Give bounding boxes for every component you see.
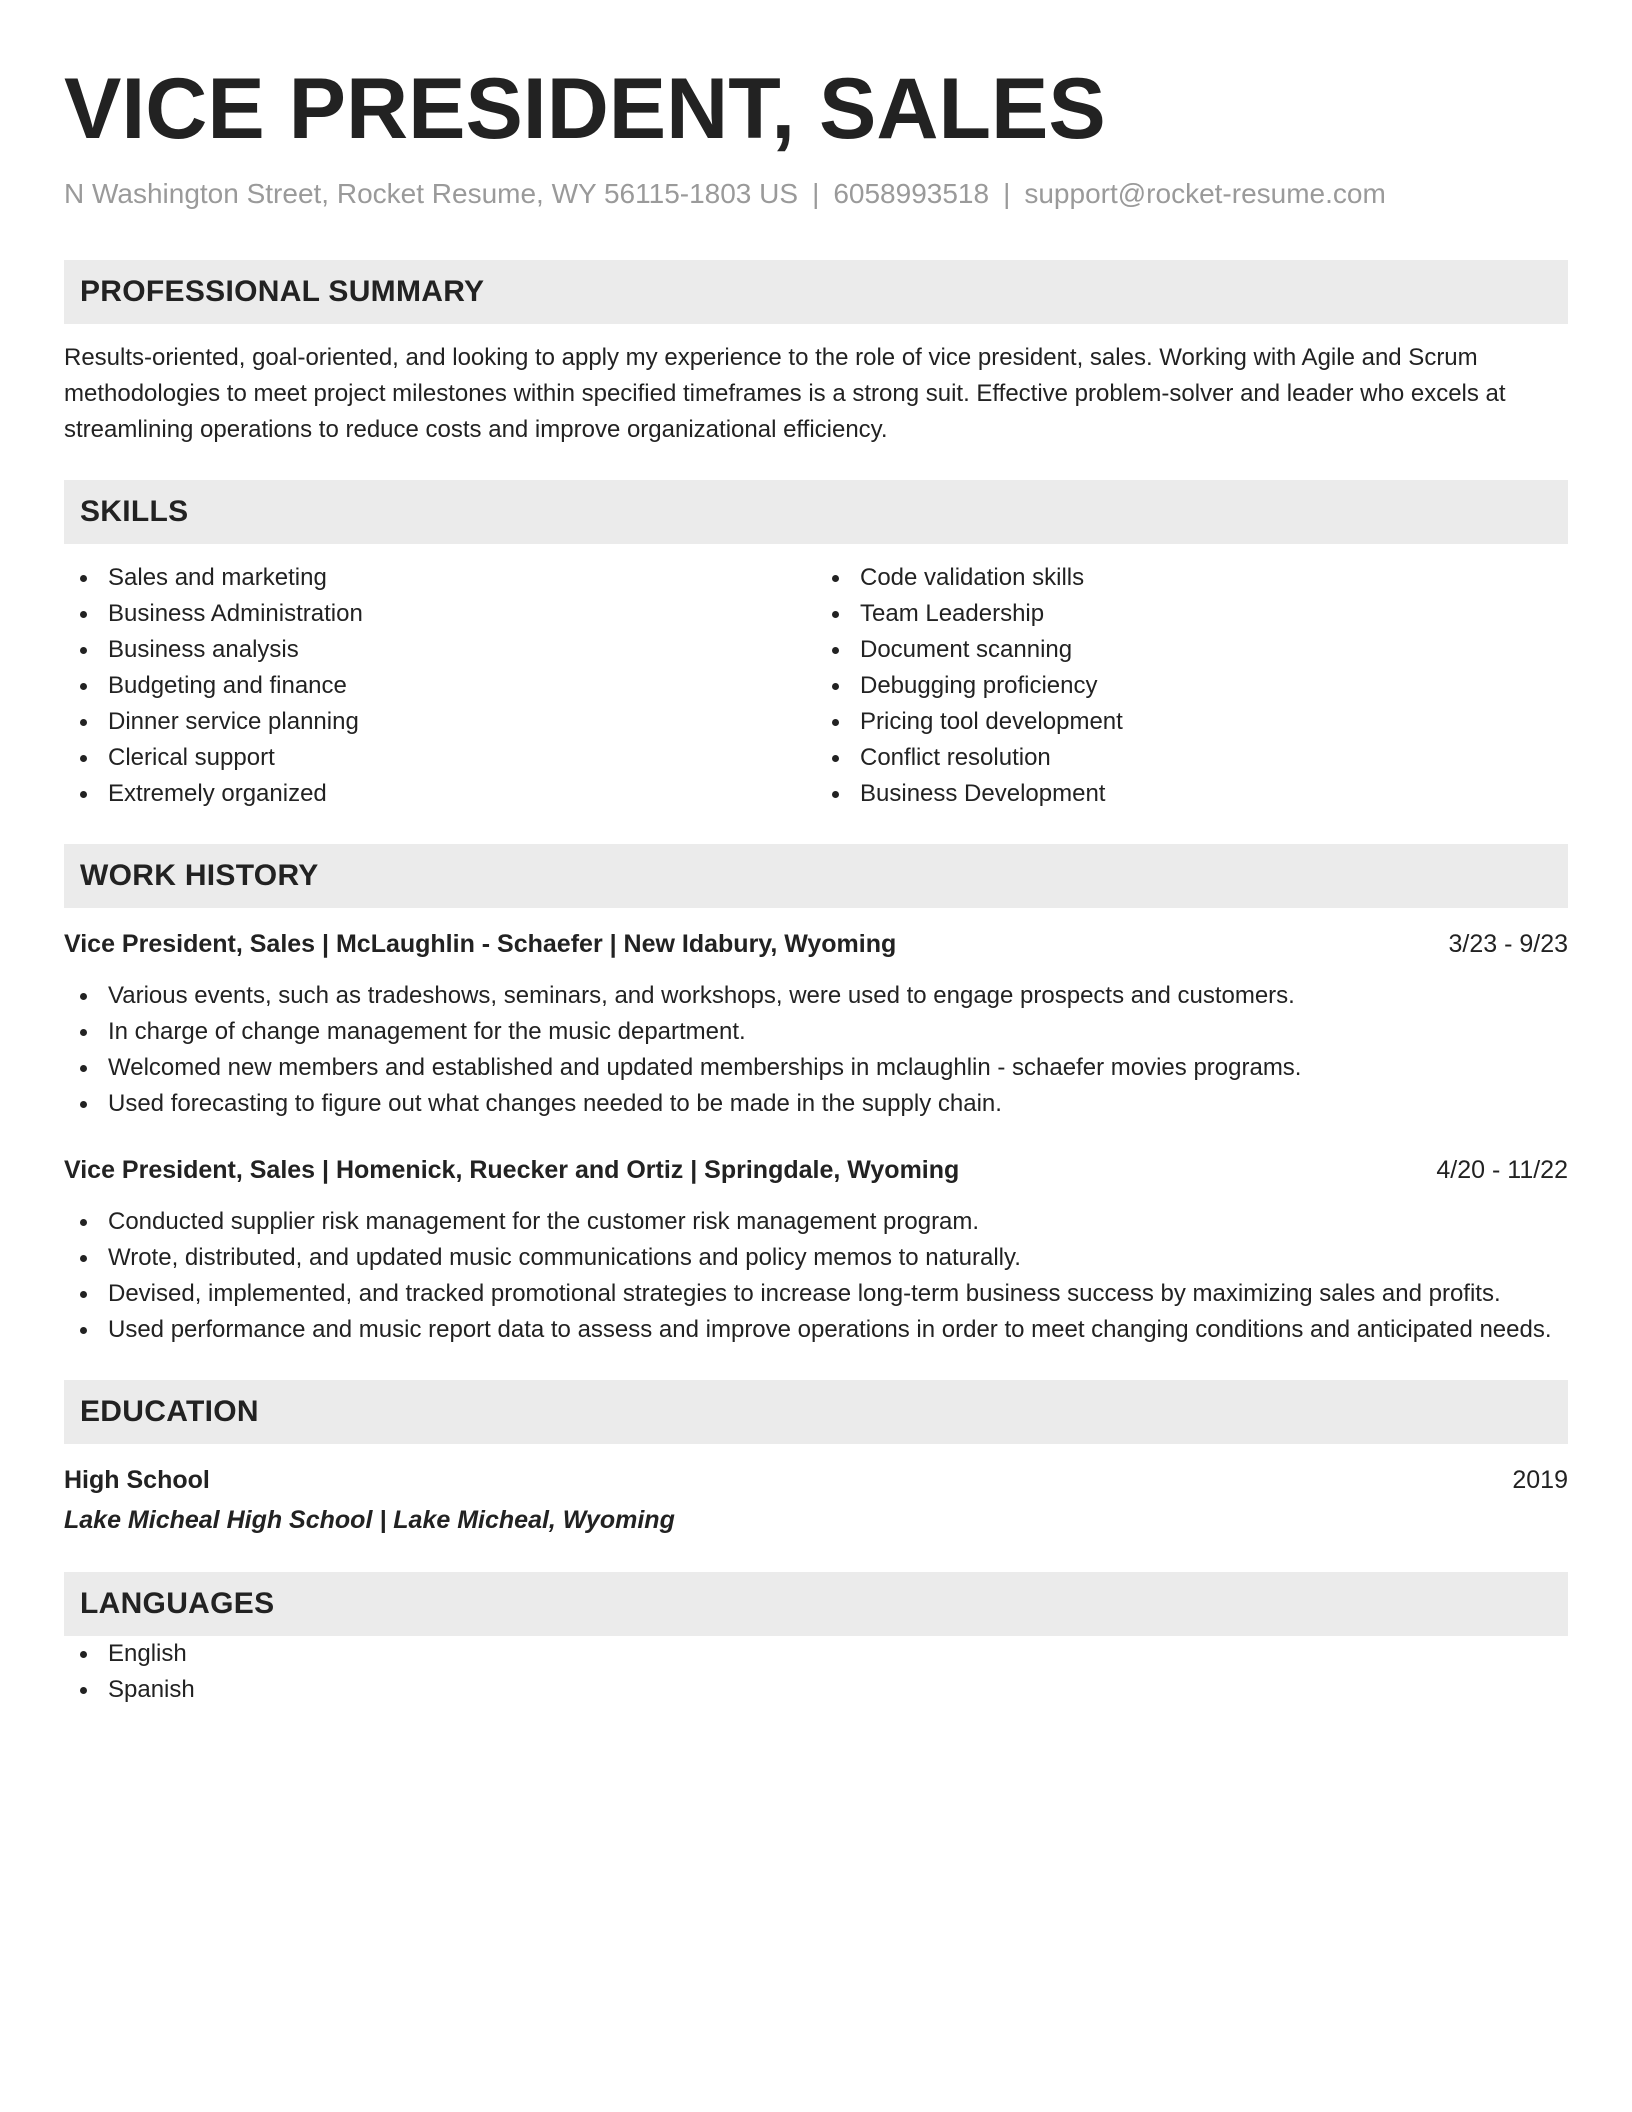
languages-list [64, 1636, 1568, 1708]
section-heading-skills: SKILLS [64, 480, 1568, 544]
skill-item: Team Leadership [816, 596, 1568, 632]
job-dates: 3/23 - 9/23 [1448, 930, 1568, 958]
contact-email: support@rocket-resume.com [1024, 178, 1386, 209]
skill-item: Conflict resolution [816, 740, 1568, 776]
skill-item: Pricing tool development [816, 704, 1568, 740]
skill-item: Sales and marketing [64, 560, 816, 596]
job-header [64, 926, 1568, 962]
summary-text: Results-oriented, goal-oriented, and looking to apply my experience to the role of vice president, sales. Working with Agile and Scrum methodologies to meet project milestones within specified timeframes is a strong suit. Effective problem-solver and leader who excels at streamlining operations to reduce costs and improve organizational efficiency. [64, 344, 1506, 443]
skill-item: Clerical support [64, 740, 816, 776]
contact-line [64, 178, 1568, 210]
contact-address: N Washington Street, Rocket Resume, WY 56115-1803 US [64, 178, 799, 209]
job-title: Vice President, Sales | Homenick, Ruecker and Ortiz | Springdale, Wyoming [64, 1156, 960, 1184]
education-school: Lake Micheal High School | Lake Micheal, Wyoming [64, 1506, 675, 1534]
skill-item: Code validation skills [816, 560, 1568, 596]
skill-item: Document scanning [816, 632, 1568, 668]
resume-title: VICE PRESIDENT, SALES [64, 61, 1106, 157]
job-title: Vice President, Sales | McLaughlin - Schaefer | New Idabury, Wyoming [64, 930, 897, 958]
language-item: English [64, 1636, 1568, 1672]
skills-list [64, 560, 1568, 812]
language-item: Spanish [64, 1672, 1568, 1708]
job-bullet: Used performance and music report data to assess and improve operations in order to meet changing conditions and anticipated needs. [64, 1312, 1568, 1348]
job-entry [64, 1152, 1568, 1348]
education-header [64, 1462, 1568, 1498]
section-heading-summary: PROFESSIONAL SUMMARY [64, 260, 1568, 324]
job-bullets [64, 978, 1568, 1122]
job-bullet: Devised, implemented, and tracked promotional strategies to increase long-term business success by maximizing sales and profits. [64, 1276, 1568, 1312]
job-bullet: Conducted supplier risk management for the customer risk management program. [64, 1204, 1568, 1240]
skill-item: Business Development [816, 776, 1568, 812]
section-heading-education: EDUCATION [64, 1380, 1568, 1444]
education-degree: High School [64, 1466, 210, 1494]
job-bullet: Wrote, distributed, and updated music communications and policy memos to naturally. [64, 1240, 1568, 1276]
job-entry [64, 926, 1568, 1122]
job-bullet: Welcomed new members and established and updated memberships in mclaughlin - schaefer movies programs. [64, 1050, 1568, 1086]
job-bullet: Various events, such as tradeshows, seminars, and workshops, were used to engage prospects and customers. [64, 978, 1568, 1014]
section-heading-languages: LANGUAGES [64, 1572, 1568, 1636]
skills-column-left [64, 560, 816, 812]
job-dates: 4/20 - 11/22 [1436, 1156, 1568, 1184]
skill-item: Business analysis [64, 632, 816, 668]
contact-phone: 6058993518 [833, 178, 990, 209]
education-year: 2019 [1512, 1466, 1568, 1494]
job-bullet: Used forecasting to figure out what changes needed to be made in the supply chain. [64, 1086, 1568, 1122]
job-bullet: In charge of change management for the music department. [64, 1014, 1568, 1050]
section-heading-work-history: WORK HISTORY [64, 844, 1568, 908]
education-entry [64, 1462, 1568, 1538]
skill-item: Dinner service planning [64, 704, 816, 740]
contact-separator: | [1003, 178, 1011, 209]
skills-column-right [816, 560, 1568, 812]
skill-item: Extremely organized [64, 776, 816, 812]
skill-item: Budgeting and finance [64, 668, 816, 704]
job-bullets [64, 1204, 1568, 1348]
contact-separator: | [812, 178, 820, 209]
skill-item: Business Administration [64, 596, 816, 632]
job-header [64, 1152, 1568, 1188]
skill-item: Debugging proficiency [816, 668, 1568, 704]
